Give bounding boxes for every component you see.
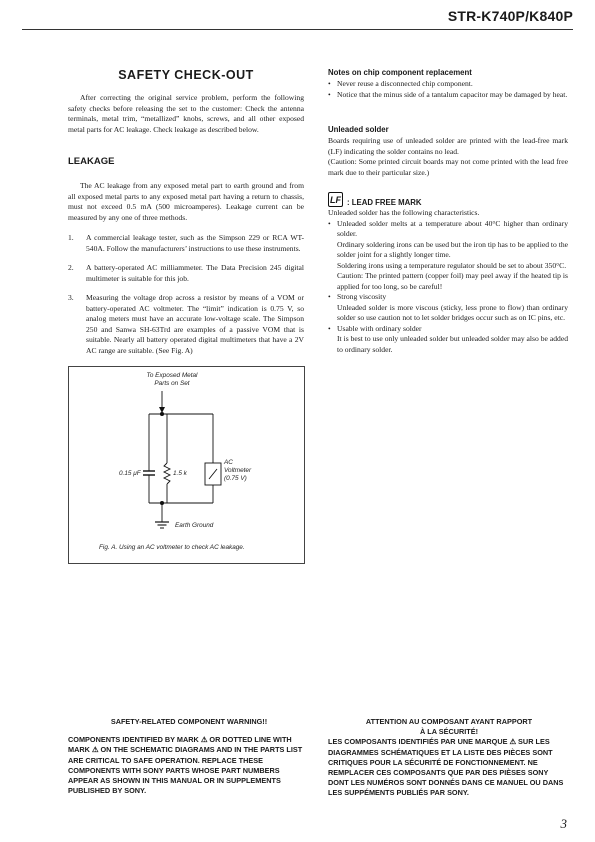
- lead-free-list: [328, 219, 568, 356]
- lead-free-bullet: • Unleaded solder melts at a temperature about 40°C higher than ordinary solder. Ordinary soldering irons can be used but the iron tip has to be applied to the solder joint for a slightly longer time. Soldering irons using a temperature regulator should be set to about 350°C. Caution: The printed pattern (copper foil) may peel away if the heated tip is applied for too long, so be careful!: [328, 218, 568, 291]
- safety-intro: After correcting the original service problem, perform the following safety checks before releasing the set to the customer: Check the antenna terminals, metal trim, “metallized” knobs, screws, and all other exposed metal parts for AC leakage. Check leakage as described below.: [68, 93, 304, 134]
- lead-free-heading: : LEAD FREE MARK: [347, 198, 422, 207]
- figure-label-voltmeter: AC Voltmeter (0.75 V): [224, 459, 252, 482]
- leakage-section: [68, 156, 304, 365]
- chip-list: [328, 79, 568, 100]
- header-rule: [22, 29, 573, 30]
- lead-free-bullet: • Strong viscosity Unleaded solder is more viscous (sticky, less prone to flow) than ordinary solder so use caution not to let solder bridges occur such as on IC pins, etc.: [328, 292, 568, 322]
- warning-english-title: SAFETY-RELATED COMPONENT WARNING!!: [110, 717, 268, 726]
- leakage-heading: LEAKAGE: [68, 156, 115, 167]
- leakage-step: 3. Measuring the voltage drop across a resistor by means of a VOM or battery-operated AC voltmeter. The “limit” indication is 0.75 V, so analog meters must have an accurate low-voltage scale. The Simpson 250 and Sanwa SH-63Trd are examples of a passive VOM that is suitable. Nearly all battery operated digital multimeters that have a 2V AC range are suitable. (See Fig. A): [68, 293, 304, 355]
- lead-free-intro: Unleaded solder has the following characteristics.: [328, 208, 480, 217]
- figure-a: [68, 366, 305, 564]
- lead-free-logo-icon: LF: [328, 192, 343, 207]
- warning-french-title: ATTENTION AU COMPOSANT AYANT RAPPORT À LA SÉCURITÉ!: [365, 717, 533, 737]
- unleaded-heading: Unleaded solder: [328, 125, 389, 134]
- model-title: STR-K740P/K840P: [447, 8, 573, 24]
- unleaded-p1: Boards requiring use of unleaded solder are printed with the lead-free mark (LF) indicating the solder contains no lead.: [328, 136, 568, 156]
- warning-french-body: LES COMPOSANTS IDENTIFIÉS PAR UNE MARQUE ⚠ SUR LES DIAGRAMMES SCHÉMATIQUES ET LA LISTE DES PIÈCES SONT CRITIQUES POUR LA SÉCURITÉ DE FONCTIONNEMENT. NE REMPLACER CES COMPOSANTS QUE PAR DES PIÈSES SONY DONT LES NUMÉROS SONT DONNÉS DANS CE MANUEL OU DANS LES SUPPÉMENTS PUBLIÉS PAR SONY.: [328, 737, 564, 798]
- figure-caption: Fig. A. Using an AC voltmeter to check AC leakage.: [99, 544, 245, 551]
- warning-english-body: COMPONENTS IDENTIFIED BY MARK ⚠ OR DOTTED LINE WITH MARK ⚠ ON THE SCHEMATIC DIAGRAMS AND IN THE PARTS LIST ARE CRITICAL TO SAFE OPERATION. REPLACE THESE COMPONENTS WITH SONY PARTS WHOSE PART NUMBERS APPEAR AS SHOWN IN THIS MANUAL OR IN SUPPLEMENTS PUBLISHED BY SONY.: [68, 735, 303, 796]
- chip-bullet: • Never reuse a disconnected chip component.: [328, 79, 473, 88]
- chip-section: [328, 68, 568, 100]
- figure-label-capacitor: 0.15 μF: [119, 470, 141, 477]
- unleaded-section: [328, 125, 568, 178]
- chip-heading: Notes on chip component replacement: [328, 68, 472, 77]
- chip-bullet: • Notice that the minus side of a tantalum capacitor may be damaged by heat.: [328, 89, 568, 99]
- unleaded-p2: (Caution: Some printed circuit boards may not come printed with the lead free mark due to their particular size.): [328, 157, 568, 177]
- figure-label-top: To Exposed Metal Parts on Set: [146, 372, 198, 387]
- safety-section: [68, 68, 304, 135]
- lead-free-heading-row: [328, 192, 568, 207]
- figure-label-resistor: 1.5 k: [173, 470, 187, 477]
- lead-free-bullet: • Usable with ordinary solder It is best to use only unleaded solder but unleaded solder may also be added to ordinary solder.: [328, 323, 568, 354]
- circuit-diagram: [69, 367, 306, 565]
- figure-label-ground: Earth Ground: [175, 522, 214, 529]
- leakage-step: 2. A battery-operated AC milliammeter. The Data Precision 245 digital multimeter is suitable for this job.: [68, 263, 304, 283]
- leakage-steps: [68, 233, 304, 356]
- warning-french: [328, 717, 570, 799]
- leakage-intro: The AC leakage from any exposed metal part to earth ground and from all exposed metal parts to any exposed metal part having a return to chassis, must not exceed 0.5 mA (500 microamperes). Leakage current can be measured by any one of three methods.: [68, 181, 304, 222]
- page-number: 3: [560, 816, 567, 831]
- lead-free-section: [328, 192, 568, 355]
- safety-title: SAFETY CHECK-OUT: [118, 68, 254, 82]
- leakage-step: 1. A commercial leakage tester, such as the Simpson 229 or RCA WT-540A. Follow the manufacturers’ instructions to use these instruments.: [68, 233, 304, 253]
- warning-english: [68, 717, 310, 796]
